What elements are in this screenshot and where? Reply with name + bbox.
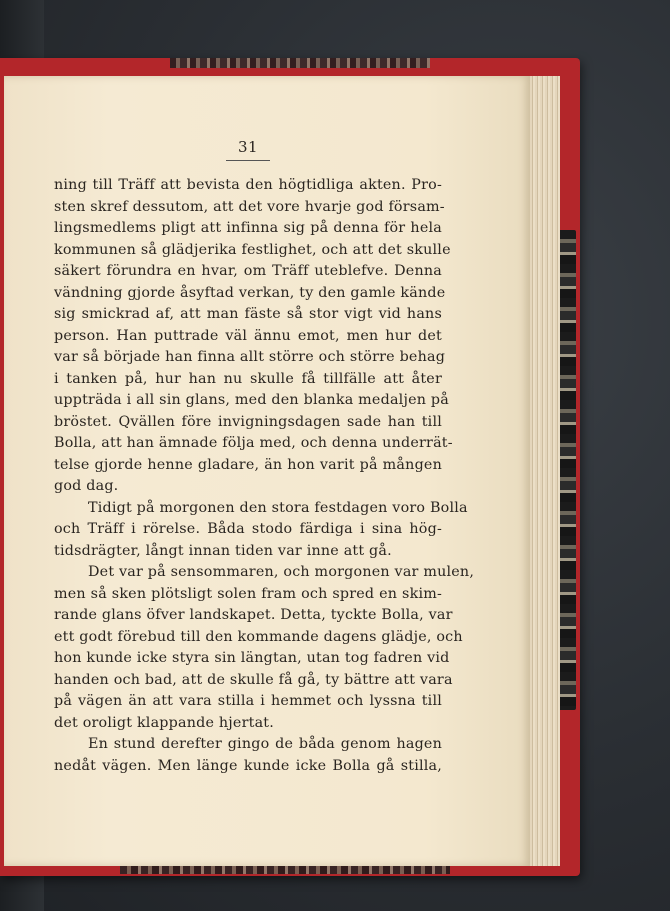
text-line: tidsdrägter, långt innan tiden var inne att gå.	[54, 542, 392, 559]
text-line: bröstet. Qvällen före invigningsdagen sade han till	[54, 413, 442, 430]
body-text	[54, 175, 475, 777]
text-line: sig smickrad af, att man fäste så stor vigt vid hans	[54, 306, 442, 322]
text-line: kommunen så glädjerika festlighet, och att det skulle	[54, 241, 451, 258]
text-line: vändning gjorde åsyftad verkan, ty den gamle kände	[54, 284, 446, 301]
text-line: på vägen än att vara stilla i hemmet och lyssna till	[54, 693, 442, 709]
text-line: rande glans öfver landskapet. Detta, tyckte Bolla, var	[54, 607, 453, 623]
text-line: i tanken på, hur han nu skulle få tillfälle att åter	[54, 370, 442, 387]
text-line: men så sken plötsligt solen fram och spred en skim-	[54, 585, 442, 602]
text-line: Bolla, att han ämnade följa med, och denna underrät-	[54, 435, 453, 451]
text-line: god dag.	[54, 478, 119, 494]
cover-marbled-edge-top	[170, 58, 430, 68]
text-line: telse gjorde henne gladare, än hon varit på mången	[54, 456, 442, 473]
text-line: det oroligt klappande hjertat.	[54, 714, 274, 731]
text-line: ning till Träff att bevista den högtidliga akten. Pro-	[54, 177, 442, 193]
cover-marbled-edge-bottom	[120, 866, 450, 874]
text-line: och Träff i rörelse. Båda stodo färdiga i sina hög-	[54, 521, 442, 537]
page-number-rule	[226, 160, 270, 161]
text-line: nedåt vägen. Men länge kunde icke Bolla gå stilla,	[54, 757, 442, 774]
text-line: sten skref dessutom, att det vore hvarje god försam-	[54, 198, 445, 215]
page-number: 31	[237, 138, 259, 156]
text-line: ett godt förebud till den kommande dagens glädje, och	[54, 628, 463, 645]
text-line: säkert förundra en hvar, om Träff uteblefve. Denna	[54, 263, 442, 279]
text-line: hon kunde icke styra sin längtan, utan tog fadren vid	[54, 650, 450, 666]
text-line: Det var på sensommaren, och morgonen var mulen,	[88, 564, 475, 580]
text-line: lingsmedlems pligt att infinna sig på denna för hela	[54, 220, 442, 236]
text-line: En stund derefter gingo de båda genom hagen	[88, 736, 442, 752]
text-line: person. Han puttrade väl ännu emot, men hur det	[54, 327, 442, 344]
text-line: Tidigt på morgonen den stora festdagen voro Bolla	[88, 499, 468, 516]
text-line: var så började han finna allt större och större behag	[54, 349, 446, 365]
text-line: handen och bad, att de skulle få gå, ty bättre att vara	[54, 671, 453, 688]
text-line: uppträda i all sin glans, med den blanka medaljen på	[54, 392, 449, 408]
